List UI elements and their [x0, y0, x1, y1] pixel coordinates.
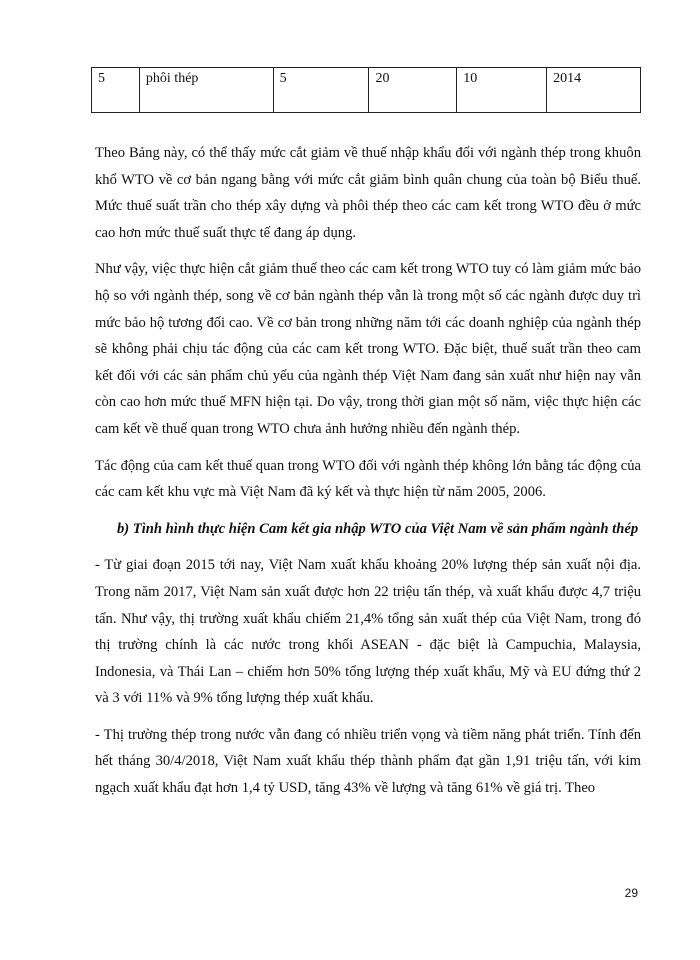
table-row	[92, 68, 641, 113]
table-cell-value: 5	[273, 68, 369, 113]
tariff-table	[91, 67, 641, 113]
paragraph: Tác động của cam kết thuế quan trong WTO đối với ngành thép không lớn bằng tác động của các cam kết khu vực mà Việt Nam đã ký kết và thực hiện từ năm 2005, 2006.	[95, 457, 641, 501]
section-heading: b) Tình hình thực hiện Cam kết gia nhập WTO của Việt Nam về sản phẩm ngành thép	[117, 520, 639, 537]
table-cell-year: 2014	[547, 68, 641, 113]
page-number: 29	[624, 886, 638, 900]
body-text	[95, 140, 641, 812]
table-cell-index: 5	[92, 68, 140, 113]
paragraph: Như vậy, việc thực hiện cắt giảm thuế theo các cam kết trong WTO tuy có làm giảm mức bảo hộ so với ngành thép, song về cơ bản ngành thép vẫn là trong một số các ngành được duy trì mức bảo hộ tương đối cao. Về cơ bản trong những năm tới các doanh nghiệp của ngành thép sẽ không phải chịu tác động của các cam kết trong WTO. Đặc biệt, thuế suất trần theo cam kết đối với các sản phẩm chủ yếu của ngành thép Việt Nam đang sản xuất như hiện nay vẫn còn cao hơn mức thuế MFN hiện tại. Do vậy, trong thời gian một số năm, việc thực hiện các cam kết về thuế quan trong WTO chưa ảnh hưởng nhiều đến ngành thép.	[95, 261, 641, 437]
paragraph: - Từ giai đoạn 2015 tới nay, Việt Nam xuất khẩu khoảng 20% lượng thép sản xuất nội địa. Trong năm 2017, Việt Nam sản xuất được hơn 22 triệu tấn thép, và xuất khẩu được 4,7 triệu tấn. Như vậy, thị trường xuất khẩu chiếm 21,4% tổng sản xuất thép của Việt Nam, trong đó thị trường chính là các nước trong khối ASEAN - đặc biệt là Campuchia, Malaysia, Indonesia, và Thái Lan – chiếm hơn 50% tổng lượng thép xuất khẩu, Mỹ và EU đứng thứ 2 và 3 với 11% và 9% tổng lượng thép xuất khẩu.	[95, 557, 641, 707]
table-cell-value: 10	[457, 68, 547, 113]
table-cell-product: phôi thép	[139, 68, 273, 113]
paragraph: Theo Bảng này, có thể thấy mức cắt giảm về thuế nhập khẩu đối với ngành thép trong khuôn khổ WTO về cơ bản ngang bằng với mức cắt giảm bình quân chung của toàn bộ Biểu thuế. Mức thuế suất trần cho thép xây dựng và phôi thép theo các cam kết trong WTO đều ở mức cao hơn mức thuế suất thực tế đang áp dụng.	[95, 145, 641, 241]
table-cell-value: 20	[369, 68, 457, 113]
paragraph: - Thị trường thép trong nước vẫn đang có nhiều triển vọng và tiềm năng phát triển. Tính đến hết tháng 30/4/2018, Việt Nam xuất khẩu thép thành phẩm đạt gần 1,91 triệu tấn, với kim ngạch xuất khẩu đạt hơn 1,4 tỷ USD, tăng 43% về lượng và tăng 61% về giá trị. Theo	[95, 726, 641, 797]
